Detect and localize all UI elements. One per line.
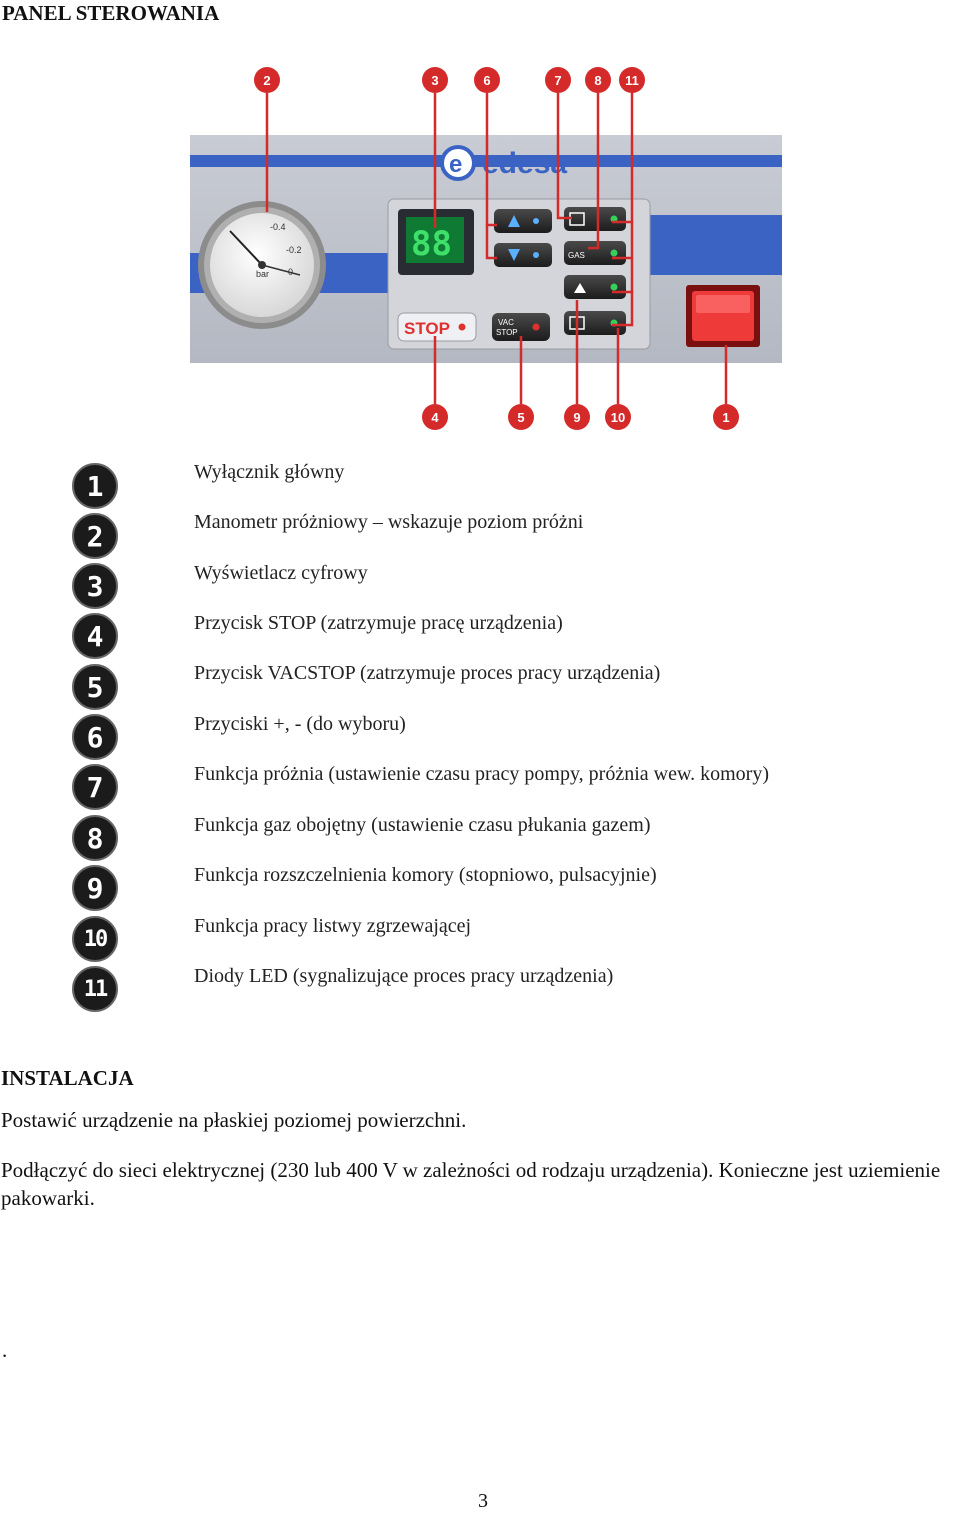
stray-dot: . xyxy=(2,1338,8,1362)
legend-text-7: Funkcja próżnia (ustawienie czasu pracy pompy, próżnia wew. komory) xyxy=(194,763,769,785)
callout-5: 5 xyxy=(508,404,534,430)
legend-text-2: Manometr próżniowy – wskazuje poziom próżni xyxy=(194,511,584,533)
legend-badge-3: 3 xyxy=(72,563,118,609)
callout-2: 2 xyxy=(254,67,280,93)
page-title: PANEL STEROWANIA xyxy=(2,1,220,25)
brand-text: edesa xyxy=(482,147,568,180)
legend-badge-6: 6 xyxy=(72,714,118,760)
callout-6: 6 xyxy=(474,67,500,93)
callout-4: 4 xyxy=(422,404,448,430)
callout-9: 9 xyxy=(564,404,590,430)
legend-text-5: Przycisk VACSTOP (zatrzymuje proces pracy urządzenia) xyxy=(194,662,661,684)
legend-badge-5: 5 xyxy=(72,664,118,710)
installation-heading: INSTALACJA xyxy=(1,1066,134,1090)
legend-badge-7: 7 xyxy=(72,764,118,810)
callout-1: 1 xyxy=(713,404,739,430)
legend-badge-8: 8 xyxy=(72,815,118,861)
callout-7: 7 xyxy=(545,67,571,93)
legend-text-8: Funkcja gaz obojętny (ustawienie czasu płukania gazem) xyxy=(194,814,651,836)
legend-text-11: Diody LED (sygnalizujące proces pracy urządzenia) xyxy=(194,965,614,987)
installation-para-1: Postawić urządzenie na płaskiej poziomej powierzchni. xyxy=(1,1108,467,1132)
gas-label: GAS xyxy=(568,251,585,260)
legend-badge-11: 11 xyxy=(72,966,118,1012)
vacstop-label-2: STOP xyxy=(496,328,518,337)
svg-text:e: e xyxy=(449,151,463,178)
page-number: 3 xyxy=(478,1490,488,1512)
legend-text-1: Wyłącznik główny xyxy=(194,461,345,483)
legend-badge-2: 2 xyxy=(72,513,118,559)
stop-label: STOP xyxy=(404,319,450,338)
callout-10: 10 xyxy=(605,404,631,430)
gauge-unit: bar xyxy=(256,269,270,279)
legend-badge-4: 4 xyxy=(72,613,118,659)
legend-text-4: Przycisk STOP (zatrzymuje pracę urządzenia) xyxy=(194,612,563,634)
digital-display: 88 xyxy=(411,224,452,264)
callout-8: 8 xyxy=(585,67,611,93)
legend-text-3: Wyświetlacz cyfrowy xyxy=(194,562,368,584)
installation-para-2: Podłączyć do sieci elektrycznej (230 lub 400 V w zależności od rodzaju urządzenia). Konieczne jest uziemienie pakowarki. xyxy=(1,1158,941,1210)
legend-badge-10: 10 xyxy=(72,916,118,962)
legend-text-6: Przyciski +, - (do wyboru) xyxy=(194,713,406,735)
gauge-tick-3: 0 xyxy=(288,267,294,277)
legend-badge-1: 1 xyxy=(72,463,118,509)
callout-lines xyxy=(0,0,960,440)
gauge-tick-1: -0.4 xyxy=(270,222,286,232)
legend-text-9: Funkcja rozszczelnienia komory (stopniowo, pulsacyjnie) xyxy=(194,864,657,886)
callout-11: 11 xyxy=(619,67,645,93)
vacstop-label-1: VAC xyxy=(498,318,514,327)
callout-3: 3 xyxy=(422,67,448,93)
legend-text-10: Funkcja pracy listwy zgrzewającej xyxy=(194,915,472,937)
legend-badge-9: 9 xyxy=(72,865,118,911)
gauge-tick-2: -0.2 xyxy=(286,245,302,255)
